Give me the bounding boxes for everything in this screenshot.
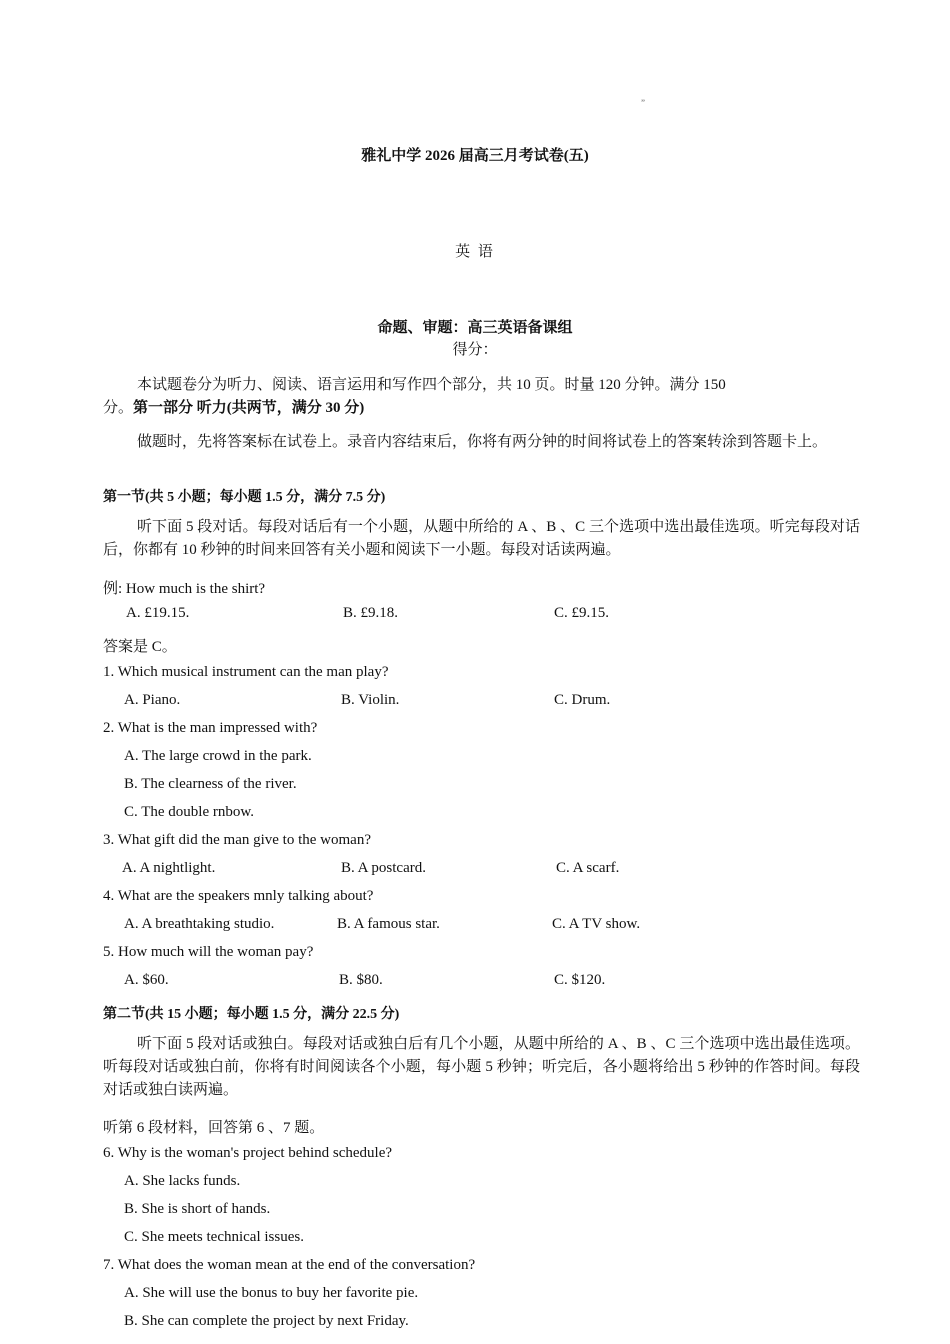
q3-option-b: B. A postcard. — [341, 860, 426, 876]
q6-option-c: C. She meets technical issues. — [124, 1229, 304, 1245]
question-2: 2. What is the man impressed with? — [103, 720, 318, 736]
page-mark: ˮ — [641, 98, 645, 108]
q7-option-a: A. She will use the bonus to buy her favorite pie. — [124, 1285, 419, 1301]
exam-title: 雅礼中学 2026 届高三月考试卷(五) — [361, 148, 589, 164]
q3-option-a: A. A nightlight. — [122, 860, 216, 876]
example-answer: 答案是 C。 — [103, 639, 177, 655]
intro-line: 本试题卷分为听力、阅读、语言运用和写作四个部分，共 10 页。时量 120 分钟。满分 150 — [137, 377, 726, 393]
intro-tail: 分。 — [103, 400, 134, 416]
q6-option-b: B. She is short of hands. — [124, 1201, 271, 1217]
subject-title: 英 语 — [455, 244, 495, 260]
question-1: 1. Which musical instrument can the man play? — [103, 664, 389, 680]
q5-option-c: C. $120. — [554, 972, 606, 988]
example-question: 例: How much is the shirt? — [103, 581, 266, 597]
example-option-c: C. £9.15. — [554, 605, 610, 621]
q5-option-b: B. $80. — [339, 972, 383, 988]
example-option-b: B. £9.18. — [343, 605, 399, 621]
q4-option-a: A. A breathtaking studio. — [124, 916, 275, 932]
authors-line: 命题、审题：高三英语备课组 — [377, 320, 573, 336]
section1-heading: 第一节(共 5 小题；每小题 1.5 分，满分 7.5 分) — [103, 490, 386, 505]
q5-option-a: A. $60. — [124, 972, 169, 988]
part1-heading: 第一部分 听力(共两节，满分 30 分) — [133, 400, 365, 416]
q1-option-c: C. Drum. — [554, 692, 611, 708]
section2-instructions: 听下面 5 段对话或独白。每段对话或独白后有几个小题，从题中所给的 A 、B 、C 三个选项中选出最佳选项。听每段对话或独白前，你将有时间阅读各个小题，每小题 5 秒钟；听完后，各小题将给出 5 秒钟的作答时间。每段对话或独白读两遍。 — [103, 1036, 860, 1098]
q2-option-b: B. The clearness of the river. — [124, 776, 297, 792]
question-7: 7. What does the woman mean at the end of the conversation? — [103, 1257, 476, 1273]
question-5: 5. How much will the woman pay? — [103, 944, 314, 960]
intro-tail-line — [103, 396, 364, 417]
q2-option-c: C. The double rnbow. — [124, 804, 254, 820]
question-3: 3. What gift did the man give to the woman? — [103, 832, 371, 848]
q4-option-c: C. A TV show. — [552, 916, 641, 932]
directions: 做题时，先将答案标在试卷上。录音内容结束后，你将有两分钟的时间将试卷上的答案转涂到答题卡上。 — [137, 434, 828, 450]
question-4: 4. What are the speakers mnly talking about? — [103, 888, 374, 904]
q3-option-c: C. A scarf. — [556, 860, 620, 876]
q4-option-b: B. A famous star. — [337, 916, 440, 932]
question-6: 6. Why is the woman's project behind schedule? — [103, 1145, 393, 1161]
q7-option-b: B. She can complete the project by next Friday. — [124, 1313, 409, 1329]
q6-option-a: A. She lacks funds. — [124, 1173, 241, 1189]
section2-heading: 第二节(共 15 小题；每小题 1.5 分，满分 22.5 分) — [103, 1007, 400, 1022]
q1-option-a: A. Piano. — [124, 692, 181, 708]
material-6-label: 听第 6 段材料，回答第 6 、7 题。 — [103, 1120, 325, 1136]
section1-instructions: 听下面 5 段对话。每段对话后有一个小题，从题中所给的 A 、B 、C 三个选项中选出最佳选项。听完每段对话后，你都有 10 秒钟的时间来回答有关小题和阅读下一小题。每段对话读两遍。 — [103, 519, 860, 558]
score-label: 得分： — [452, 342, 498, 358]
q1-option-b: B. Violin. — [341, 692, 400, 708]
q2-option-a: A. The large crowd in the park. — [124, 748, 312, 764]
example-option-a: A. £19.15. — [126, 605, 190, 621]
